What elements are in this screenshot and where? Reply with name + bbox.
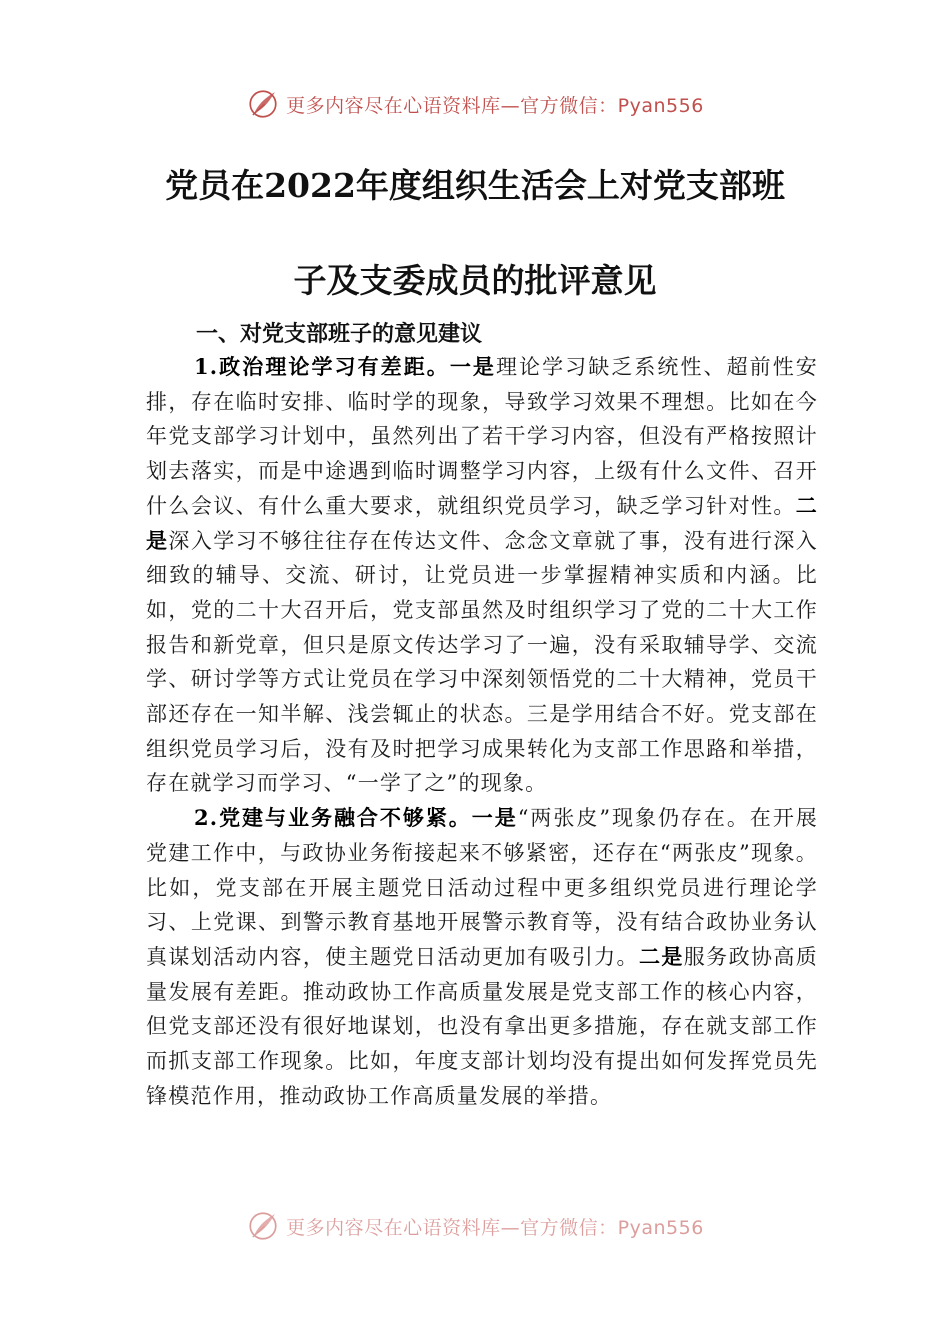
paragraph-2-label-2: 二是 [638, 943, 684, 969]
paragraph-1-text-2: 深入学习不够往往存在传达文件、念念文章就了事，没有进行深入细致的辅导、交流、研讨，让党员进一步掌握精神实质和内涵。比如，党的二十大召开后，党支部虽然及时组织学习了党的二十大工作报告和新党章，但只是原文传达学习了一遍，没有采取辅导学、交流学、研讨学等方式让党员在学习中深刻领悟党的二十大精神，党员干部还存在一知半解、浅尝辄止的状态。三是学用结合不好。党支部在组织党员学习后，没有及时把学习成果转化为支部工作思路和举措，存在就学习而学习、“一学了之”的现象。 [146, 528, 818, 796]
paragraph-1 [146, 350, 818, 801]
watermark-text: 更多内容尽在心语资料库—官方微信：Pyan556 [286, 1216, 704, 1239]
paragraph-2 [146, 801, 818, 1113]
document-title-line-1: 党员在2022年度组织生活会上对党支部班 [165, 166, 785, 205]
paragraph-1-label-2: 二是 [146, 492, 818, 553]
header-watermark [0, 84, 950, 124]
paragraph-2-text-2: 服务政协高质量发展有差距。推动政协工作高质量发展是党支部工作的核心内容，但党支部还没有很好地谋划，也没有拿出更多措施，存在就支部工作而抓支部工作现象。比如，年度支部计划均没有提出如何发挥党员先锋模范作用，推动政协工作高质量发展的举措。 [146, 944, 818, 1108]
paragraph-2-label-1: 一是 [471, 805, 518, 831]
footer-watermark [0, 1204, 950, 1240]
document-title-line-2: 子及支委成员的批评意见 [293, 261, 657, 300]
paragraph-2-text-1: “两张皮”现象仍存在。在开展党建工作中，与政协业务衔接起来不够紧密，还存在“两张皮”现象。比如，党支部在开展主题党日活动过程中更多组织党员进行理论学习、上党课、到警示教育基地开展警示教育等，没有结合政协业务认真谋划活动内容，使主题党日活动更加有吸引力。 [146, 806, 818, 969]
paragraph-2-title: 2.党建与业务融合不够紧。 [194, 805, 472, 831]
feather-logo-icon [246, 87, 280, 121]
watermark-text: 更多内容尽在心语资料库—官方微信：Pyan556 [286, 94, 704, 117]
section-heading: 一、对党支部班子的意见建议 [196, 322, 483, 347]
paragraph-1-title: 1.政治理论学习有差距。 [194, 354, 450, 379]
paragraph-1-text-1: 理论学习缺乏系统性、超前性安排，存在临时安排、临时学的现象，导致学习效果不理想。比如在今年党支部学习计划中，虽然列出了若干学习内容，但没有严格按照计划去落实，而是中途遇到临时调整学习内容，上级有什么文件、召开什么会议、有什么重大要求，就组织党员学习，缺乏学习针对性。 [146, 355, 818, 518]
paragraph-1-label-1: 一是 [449, 354, 496, 379]
feather-logo-icon [246, 1209, 280, 1240]
document-body [146, 350, 818, 1113]
